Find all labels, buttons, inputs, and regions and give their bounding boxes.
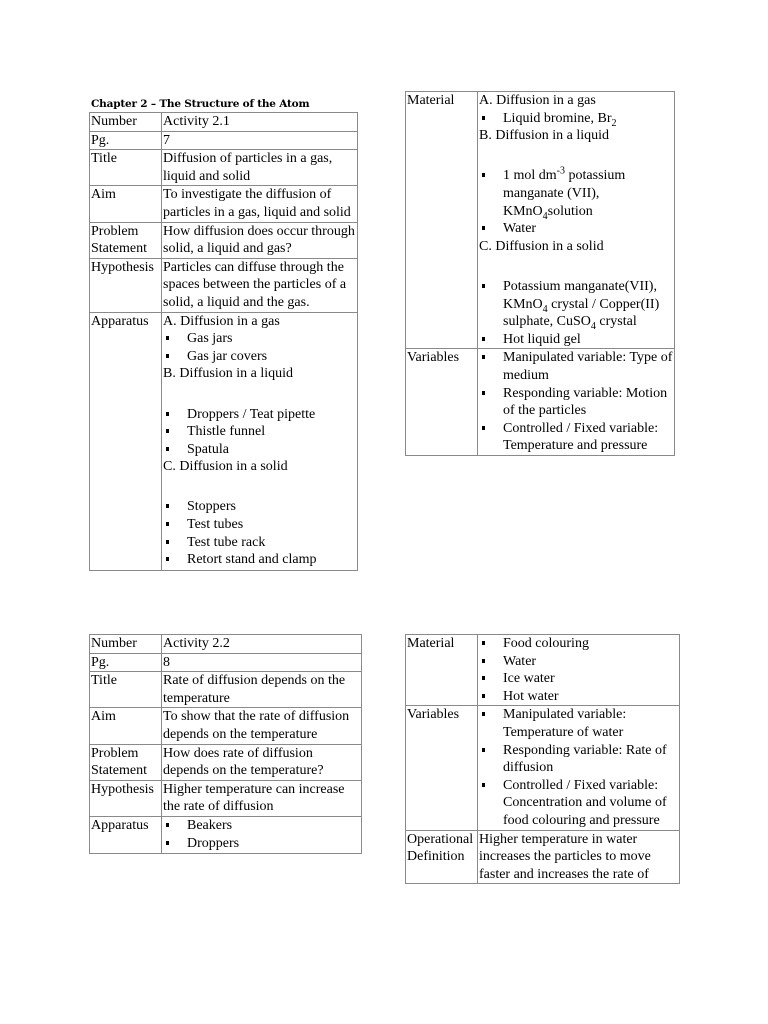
item-text: potassium manganate (VII), KMnO xyxy=(503,168,626,219)
list-item: Retort stand and clamp xyxy=(163,551,356,569)
list-item: Food colouring xyxy=(479,635,678,653)
table-row xyxy=(406,635,680,706)
list-item: Test tube rack xyxy=(163,534,356,552)
table-row xyxy=(90,113,358,132)
chapter-heading: Chapter 2 – The Structure of the Atom xyxy=(91,98,310,110)
activity-title: Diffusion of particles in a gas, liquid and solid xyxy=(162,150,358,186)
item-text: crystal xyxy=(595,314,637,330)
hypothesis: Particles can diffuse through the spaces between the particles of a solid, a liquid and the gas. xyxy=(162,258,358,312)
label-line: Statement xyxy=(91,241,147,257)
subscript: 4 xyxy=(542,210,548,222)
list-item: Hot liquid gel xyxy=(479,331,673,349)
activity-number: Activity 2.2 xyxy=(162,635,362,654)
section-title: B. Diffusion in a liquid xyxy=(163,366,294,382)
item-text: Liquid bromine, Br xyxy=(503,110,612,126)
row-label: Variables xyxy=(406,706,478,830)
table-row xyxy=(90,816,362,853)
material-list xyxy=(478,92,675,349)
activity-2-2-material-table xyxy=(405,634,680,884)
problem-statement: How does rate of diffusion depends on the temperature? xyxy=(162,744,362,780)
row-label: Title xyxy=(90,672,162,708)
row-label: Material xyxy=(406,92,478,349)
activity-aim: To show that the rate of diffusion depends on the temperature xyxy=(162,708,362,744)
label-line: Statement xyxy=(91,763,147,779)
section-title: C. Diffusion in a solid xyxy=(479,238,604,254)
row-label: Apparatus xyxy=(90,312,162,570)
hypothesis: Higher temperature can increase the rate of diffusion xyxy=(162,780,362,816)
activity-number: Activity 2.1 xyxy=(162,113,358,132)
list-item: Gas jar covers xyxy=(163,348,356,366)
table-row xyxy=(90,744,362,780)
material-list xyxy=(478,635,680,706)
table-row xyxy=(90,222,358,258)
list-item: Responding variable: Rate of diffusion xyxy=(479,742,678,777)
activity-2-1-table xyxy=(89,112,358,571)
table-row xyxy=(406,830,680,884)
table-row xyxy=(90,635,362,654)
subscript: 2 xyxy=(611,117,617,129)
list-item: Droppers xyxy=(163,835,360,853)
list-item: Gas jars xyxy=(163,330,356,348)
subscript: 4 xyxy=(590,320,596,332)
section-title: C. Diffusion in a solid xyxy=(163,459,288,475)
row-label: Title xyxy=(90,150,162,186)
label-line: Definition xyxy=(407,849,465,865)
list-item: Droppers / Teat pipette xyxy=(163,406,356,424)
list-item: Beakers xyxy=(163,817,360,835)
variables-list xyxy=(478,706,680,830)
list-item: Test tubes xyxy=(163,516,356,534)
activity-2-2-table xyxy=(89,634,362,854)
row-label: Apparatus xyxy=(90,816,162,853)
table-row xyxy=(90,150,358,186)
list-item xyxy=(479,278,673,331)
row-label xyxy=(406,830,478,884)
activity-aim: To investigate the diffusion of particles in a gas, liquid and solid xyxy=(162,186,358,222)
table-row xyxy=(90,653,362,672)
list-item: Responding variable: Motion of the particles xyxy=(479,385,673,420)
table-row xyxy=(90,780,362,816)
table-row xyxy=(90,672,362,708)
table-row xyxy=(90,186,358,222)
row-label: Hypothesis xyxy=(90,258,162,312)
table-row xyxy=(90,131,358,150)
row-label: Variables xyxy=(406,349,478,456)
item-text: 1 mol dm xyxy=(503,168,557,184)
label-line: Operational xyxy=(407,831,474,847)
row-label: Hypothesis xyxy=(90,780,162,816)
list-item: Stoppers xyxy=(163,498,356,516)
list-item: Water xyxy=(479,653,678,671)
row-label: Aim xyxy=(90,708,162,744)
row-label: Aim xyxy=(90,186,162,222)
label-line: Problem xyxy=(91,745,139,761)
list-item: Hot water xyxy=(479,688,678,706)
list-item: Spatula xyxy=(163,441,356,459)
apparatus-list xyxy=(162,312,358,570)
section-title: A. Diffusion in a gas xyxy=(163,313,280,329)
problem-statement: How diffusion does occur through solid, a liquid and gas? xyxy=(162,222,358,258)
superscript: -3 xyxy=(556,165,566,177)
table-row xyxy=(90,312,358,570)
row-label xyxy=(90,222,162,258)
row-label xyxy=(90,744,162,780)
list-item: Ice water xyxy=(479,670,678,688)
row-label: Pg. xyxy=(90,653,162,672)
table-row xyxy=(406,92,675,349)
variables-list xyxy=(478,349,675,456)
item-text: solution xyxy=(547,203,593,219)
list-item: Manipulated variable: Type of medium xyxy=(479,349,673,384)
item-text: crystal / Copper(II) sulphate, CuSO xyxy=(503,296,660,330)
list-item: Manipulated variable: Temperature of water xyxy=(479,706,678,741)
row-label: Material xyxy=(406,635,478,706)
list-item: Controlled / Fixed variable: Temperature and pressure xyxy=(479,420,673,455)
section-title: B. Diffusion in a liquid xyxy=(479,128,610,144)
list-item: Thistle funnel xyxy=(163,423,356,441)
page-number: 8 xyxy=(162,653,362,672)
table-row xyxy=(90,258,358,312)
table-row xyxy=(90,708,362,744)
activity-title: Rate of diffusion depends on the temperature xyxy=(162,672,362,708)
table-row xyxy=(406,349,675,456)
list-item: Water xyxy=(479,220,673,238)
row-label: Number xyxy=(90,635,162,654)
operational-definition: Higher temperature in water increases the particles to move faster and increases the rate of xyxy=(478,830,680,884)
label-line: Problem xyxy=(91,223,139,239)
item-text: Potassium manganate(VII), KMnO xyxy=(503,278,657,312)
apparatus-list xyxy=(162,816,362,853)
list-item xyxy=(479,167,673,220)
list-item xyxy=(479,110,673,128)
row-label: Number xyxy=(90,113,162,132)
activity-2-1-material-table xyxy=(405,91,675,456)
table-row xyxy=(406,706,680,830)
page-number: 7 xyxy=(162,131,358,150)
list-item: Controlled / Fixed variable: Concentration and volume of food colouring and pressure xyxy=(479,777,678,830)
subscript: 4 xyxy=(542,303,548,315)
row-label: Pg. xyxy=(90,131,162,150)
section-title: A. Diffusion in a gas xyxy=(479,93,596,108)
